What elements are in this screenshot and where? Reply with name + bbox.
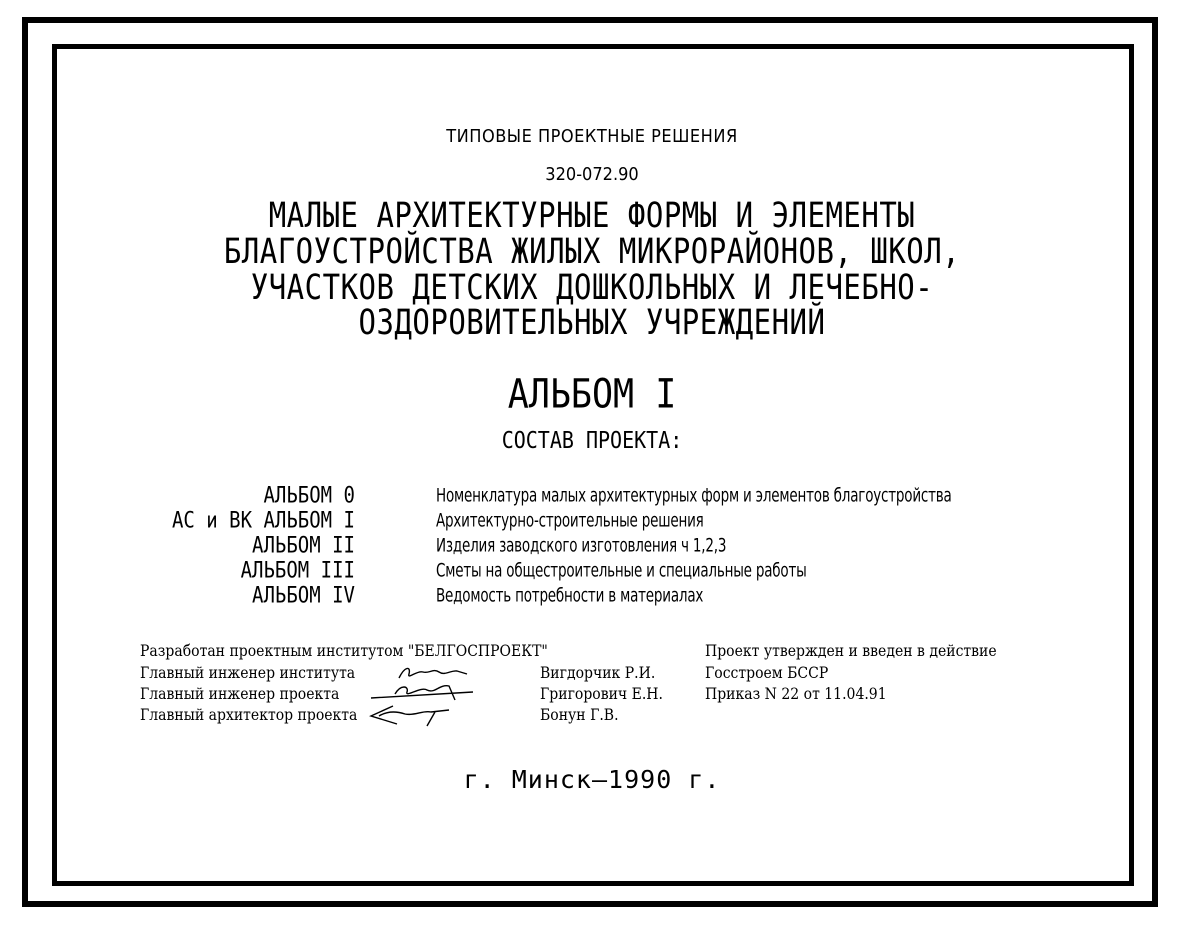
album-description: Ведомость потребности в материалах	[436, 584, 704, 607]
person-name: Бонун Г.В.	[540, 706, 619, 725]
approval-line: Проект утвержден и введен в действие	[705, 642, 997, 661]
album-description: Номенклатура малых архитектурных форм и элементов благоустройства	[436, 484, 952, 507]
person-name: Вигдорчик Р.И.	[540, 664, 656, 683]
title-line-3: УЧАСТКОВ ДЕТСКИХ ДОШКОЛЬНЫХ И ЛЕЧЕБНО-	[250, 266, 934, 308]
album-name: АЛЬБОМ IV	[252, 583, 355, 609]
role-label: Главный инженер института	[140, 664, 356, 683]
person-name: Григорович Е.Н.	[540, 685, 663, 704]
title-line-4: ОЗДОРОВИТЕЛЬНЫХ УЧРЕЖДЕНИЙ	[358, 301, 826, 343]
role-label: Главный инженер проекта	[140, 685, 340, 704]
role-label: Главный архитектор проекта	[140, 706, 358, 725]
album-description: Изделия заводского изготовления ч 1,2,3	[436, 534, 727, 557]
album-name: АЛЬБОМ III	[240, 558, 355, 584]
approval-line: Госстроем БССР	[705, 664, 829, 683]
album-title: АЛЬБОМ I	[507, 372, 677, 418]
album-description: Сметы на общестроительные и специальные работы	[436, 559, 807, 582]
album-name: АЛЬБОМ II	[252, 533, 355, 559]
approval-line: Приказ N 22 от 11.04.91	[705, 685, 887, 704]
album-description: Архитектурно-строительные решения	[436, 509, 704, 532]
city-year: г. Минск—1990 г.	[463, 765, 721, 794]
title-line-1: МАЛЫЕ АРХИТЕКТУРНЫЕ ФОРМЫ И ЭЛЕМЕНТЫ	[268, 194, 916, 236]
series-title: ТИПОВЫЕ ПРОЕКТНЫЕ РЕШЕНИЯ	[446, 126, 738, 147]
album-name: АС и ВК АЛЬБОМ I	[171, 508, 355, 534]
title-line-2: БЛАГОУСТРОЙСТВА ЖИЛЫХ МИКРОРАЙОНОВ, ШКОЛ,	[223, 230, 961, 272]
signature-chief-architect	[365, 702, 460, 728]
project-code: 320-072.90	[545, 164, 639, 185]
album-name: АЛЬБОМ 0	[263, 483, 355, 509]
composition-label: СОСТАВ ПРОЕКТА:	[501, 426, 683, 454]
developer-line: Разработан проектным институтом "БЕЛГОСПРОЕКТ"	[140, 642, 548, 661]
